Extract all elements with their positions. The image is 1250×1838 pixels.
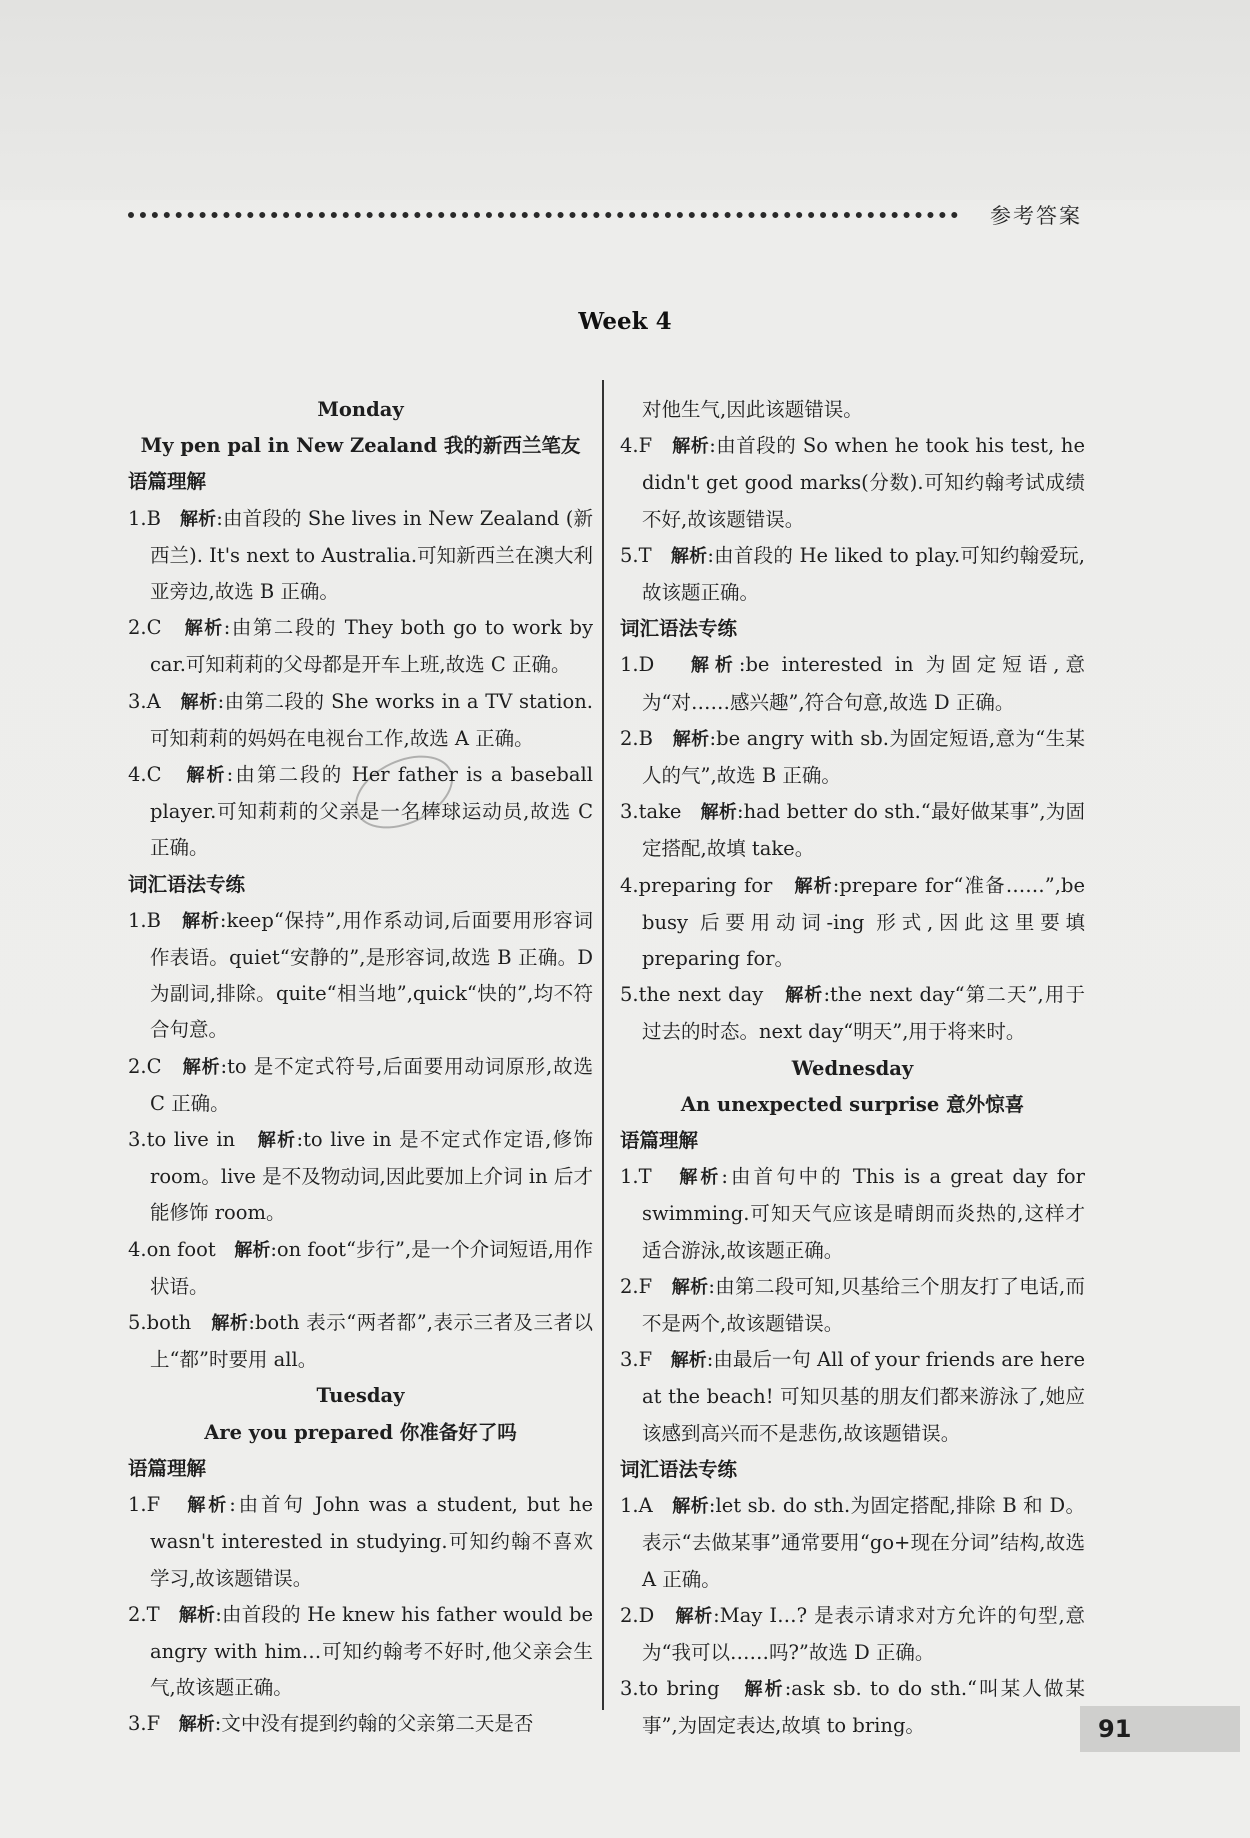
day-heading-tuesday: Tuesday — [316, 1384, 405, 1408]
article-title-monday: My pen pal in New Zealand 我的新西兰笔友 — [140, 434, 581, 458]
answer-item: 2.B 解析:be angry with sb.为固定短语,意为“生某人的气”,故选 B 正确。 — [620, 726, 1086, 788]
answer-item: 1.D 解析:be interested in 为固定短语,意为“对……感兴趣”,符合句意,故选 D 正确。 — [620, 653, 1085, 714]
header-dotted-rule — [128, 212, 958, 218]
answer-item: 2.C 解析:由第二段的 They both go to work by car.可知莉莉的父母都是开车上班,故选 C 正确。 — [128, 616, 593, 677]
section-vocab-tuesday: 词汇语法专练 — [620, 617, 738, 641]
answer-item: 3.A 解析:由第二段的 She works in a TV station.可知莉莉的妈妈在电视台工作,故选 A 正确。 — [128, 689, 594, 750]
answer-item: 3.to bring 解析:ask sb. to do sth.“叫某人做某事”,为固定表达,故填 to bring。 — [620, 1677, 1086, 1738]
section-reading-tuesday: 语篇理解 — [128, 1456, 207, 1480]
left-column — [128, 392, 593, 1744]
article-title-tuesday: Are you prepared 你准备好了吗 — [204, 1420, 517, 1444]
column-divider — [602, 380, 604, 1710]
section-reading-monday: 语篇理解 — [128, 470, 207, 494]
answer-item: 1.A 解析:let sb. do sth.为固定搭配,排除 B 和 D。表示“去做某事”通常要用“go+现在分词”结构,故选 A 正确。 — [620, 1494, 1085, 1591]
answer-item: 3.F 解析:由最后一句 All of your friends are here at the beach! 可知贝基的朋友们都来游泳了,她应该感到高兴而不是悲伤,故该题错误。 — [620, 1348, 1085, 1445]
answer-item: 3.to live in 解析:to live in 是不定式作定语,修饰 room。live 是不及物动词,因此要加上介词 in 后才能修饰 room。 — [128, 1128, 594, 1225]
right-column — [620, 392, 1085, 1745]
answer-item: 2.F 解析:由第二段可知,贝基给三个朋友打了电话,而不是两个,故该题错误。 — [620, 1274, 1085, 1336]
answer-item: 2.C 解析:to 是不定式符号,后面要用动词原形,故选 C 正确。 — [128, 1054, 593, 1115]
page-number: 91 — [1080, 1706, 1240, 1752]
section-vocab-wednesday: 词汇语法专练 — [620, 1457, 738, 1481]
answer-item: 1.B 解析:由首段的 She lives in New Zealand (新西兰). It's next to Australia.可知新西兰在澳大利亚旁边,故选 B 正确。 — [128, 506, 593, 604]
article-title-wednesday: An unexpected surprise 意外惊喜 — [680, 1092, 1025, 1116]
answer-item: 3.F 解析:文中没有提到约翰的父亲第二天是否 — [128, 1712, 534, 1736]
section-reading-wednesday: 语篇理解 — [620, 1129, 699, 1153]
top-band — [0, 0, 1250, 200]
answer-item: 4.C 解析:由第二段的 Her father is a baseball player.可知莉莉的父亲是一名棒球运动员,故选 C 正确。 — [128, 763, 593, 860]
day-heading-monday: Monday — [317, 398, 404, 421]
section-vocab-monday: 词汇语法专练 — [128, 872, 246, 896]
answer-item: 4.preparing for 解析:prepare for“准备……”,be busy 后要用动词-ing 形式,因此这里要填 preparing for。 — [620, 873, 1085, 971]
answer-item: 3.take 解析:had better do sth.“最好做某事”,为固定搭配,故填 take。 — [620, 800, 1085, 861]
answer-item: 4.on foot 解析:on foot“步行”,是一个介词短语,用作状语。 — [128, 1237, 593, 1298]
answer-item: 2.D 解析:May I…? 是表示请求对方允许的句型,意为“我可以……吗?”故选 D 正确。 — [620, 1603, 1086, 1664]
day-heading-wednesday: Wednesday — [791, 1056, 914, 1080]
answer-item: 4.F 解析:由首段的 So when he took his test, he didn't get good marks(分数).可知约翰考试成绩不好,故该题错误。 — [620, 434, 1085, 531]
week-heading: Week 4 — [578, 308, 672, 335]
header-title: 参考答案 — [990, 204, 1082, 228]
answer-item: 5.the next day 解析:the next day“第二天”,用于过去的时态。next day“明天”,用于将来时。 — [620, 983, 1085, 1044]
answer-item: 2.T 解析:由首段的 He knew his father would be angry with him…可知约翰考不好时,他父亲会生气,故该题正确。 — [128, 1602, 593, 1700]
answer-continuation: 对他生气,因此该题错误。 — [642, 398, 863, 421]
answer-item: 5.T 解析:由首段的 He liked to play.可知约翰爱玩,故该题正确。 — [620, 543, 1085, 605]
answer-item: 1.F 解析:由首句 John was a student, but he wasn't interested in studying.可知约翰不喜欢学习,故该题错误。 — [128, 1493, 593, 1590]
answer-item: 5.both 解析:both 表示“两者都”,表示三者及三者以上“都”时要用 all。 — [128, 1311, 593, 1372]
answer-item: 1.B 解析:keep“保持”,用作系动词,后面要用形容词作表语。quiet“安静的”,是形容词,故选 B 正确。D 为副词,排除。quite“相当地”,quick“快的”,均不符合句意。 — [128, 908, 593, 1042]
answer-item: 1.T 解析:由首句中的 This is a great day for swimming.可知天气应该是晴朗而炎热的,这样才适合游泳,故该题正确。 — [620, 1165, 1085, 1262]
